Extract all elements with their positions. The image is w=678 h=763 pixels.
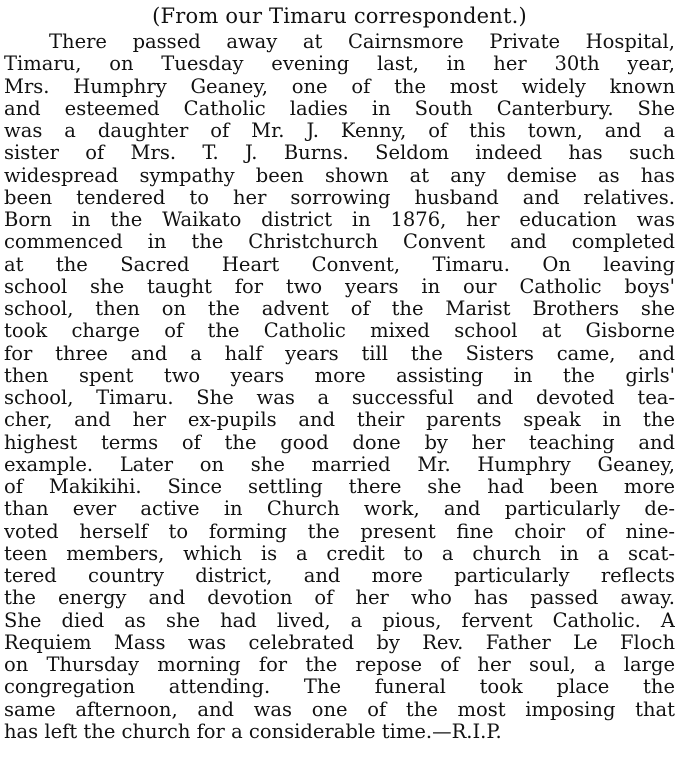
text-line: voted herself to forming the present fine choir of nine- (4, 520, 675, 543)
text-line: then spent two years more assisting in the girls' (4, 364, 675, 387)
text-line: for three and a half years till the Sisters came, and (4, 342, 675, 365)
text-line: took charge of the Catholic mixed school at Gisborne (4, 320, 675, 343)
text-line: and esteemed Catholic ladies in South Canterbury. She (4, 97, 675, 120)
text-line: been tendered to her sorrowing husband and relatives. (4, 186, 675, 209)
text-line: the energy and devotion of her who has passed away. (4, 587, 675, 610)
text-line: She died as she had lived, a pious, fervent Catholic. A (4, 609, 675, 632)
text-line: school, then on the advent of the Marist Brothers she (4, 298, 675, 320)
text-line: on Thursday morning for the repose of her soul, a large (4, 654, 675, 676)
text-line: example. Later on she married Mr. Humphry Geaney, (4, 453, 675, 476)
text-line: tered country district, and more particularly reflects (4, 565, 675, 587)
text-line: sister of Mrs. T. J. Burns. Seldom indeed has such (4, 142, 675, 165)
text-line: Timaru, on Tuesday evening last, in her 30th year, (4, 53, 675, 76)
text-line: There passed away at Cairnsmore Private Hospital, (49, 31, 675, 53)
text-line: teen members, which is a credit to a church in a scat- (4, 542, 675, 565)
text-line: widespread sympathy been shown at any demise as has (4, 164, 675, 187)
text-line: than ever active in Church work, and particularly de- (4, 498, 675, 521)
correspondent-heading: (From our Timaru correspondent.) (152, 4, 527, 28)
text-line: same afternoon, and was one of the most imposing that (4, 698, 675, 721)
text-line: has left the church for a considerable time.—R.I.P. (4, 720, 502, 743)
text-line: Requiem Mass was celebrated by Rev. Father Le Floch (4, 631, 675, 654)
text-line: highest terms of the good done by her teaching and (4, 431, 675, 454)
text-line: cher, and her ex-pupils and their parents speak in the (4, 409, 675, 432)
text-line: was a daughter of Mr. J. Kenny, of this town, and a (4, 120, 675, 142)
text-line: school she taught for two years in our Catholic boys' (4, 275, 675, 298)
article-body (4, 31, 675, 743)
text-line: Born in the Waikato district in 1876, her education was (4, 209, 675, 231)
text-line: Mrs. Humphry Geaney, one of the most widely known (4, 75, 675, 98)
text-line: school, Timaru. She was a successful and devoted tea- (4, 387, 675, 409)
text-line: at the Sacred Heart Convent, Timaru. On leaving (4, 253, 675, 276)
text-line: congregation attending. The funeral took place the (4, 676, 675, 699)
text-line: commenced in the Christchurch Convent and completed (4, 231, 675, 254)
text-line: of Makikihi. Since settling there she had been more (4, 476, 675, 498)
